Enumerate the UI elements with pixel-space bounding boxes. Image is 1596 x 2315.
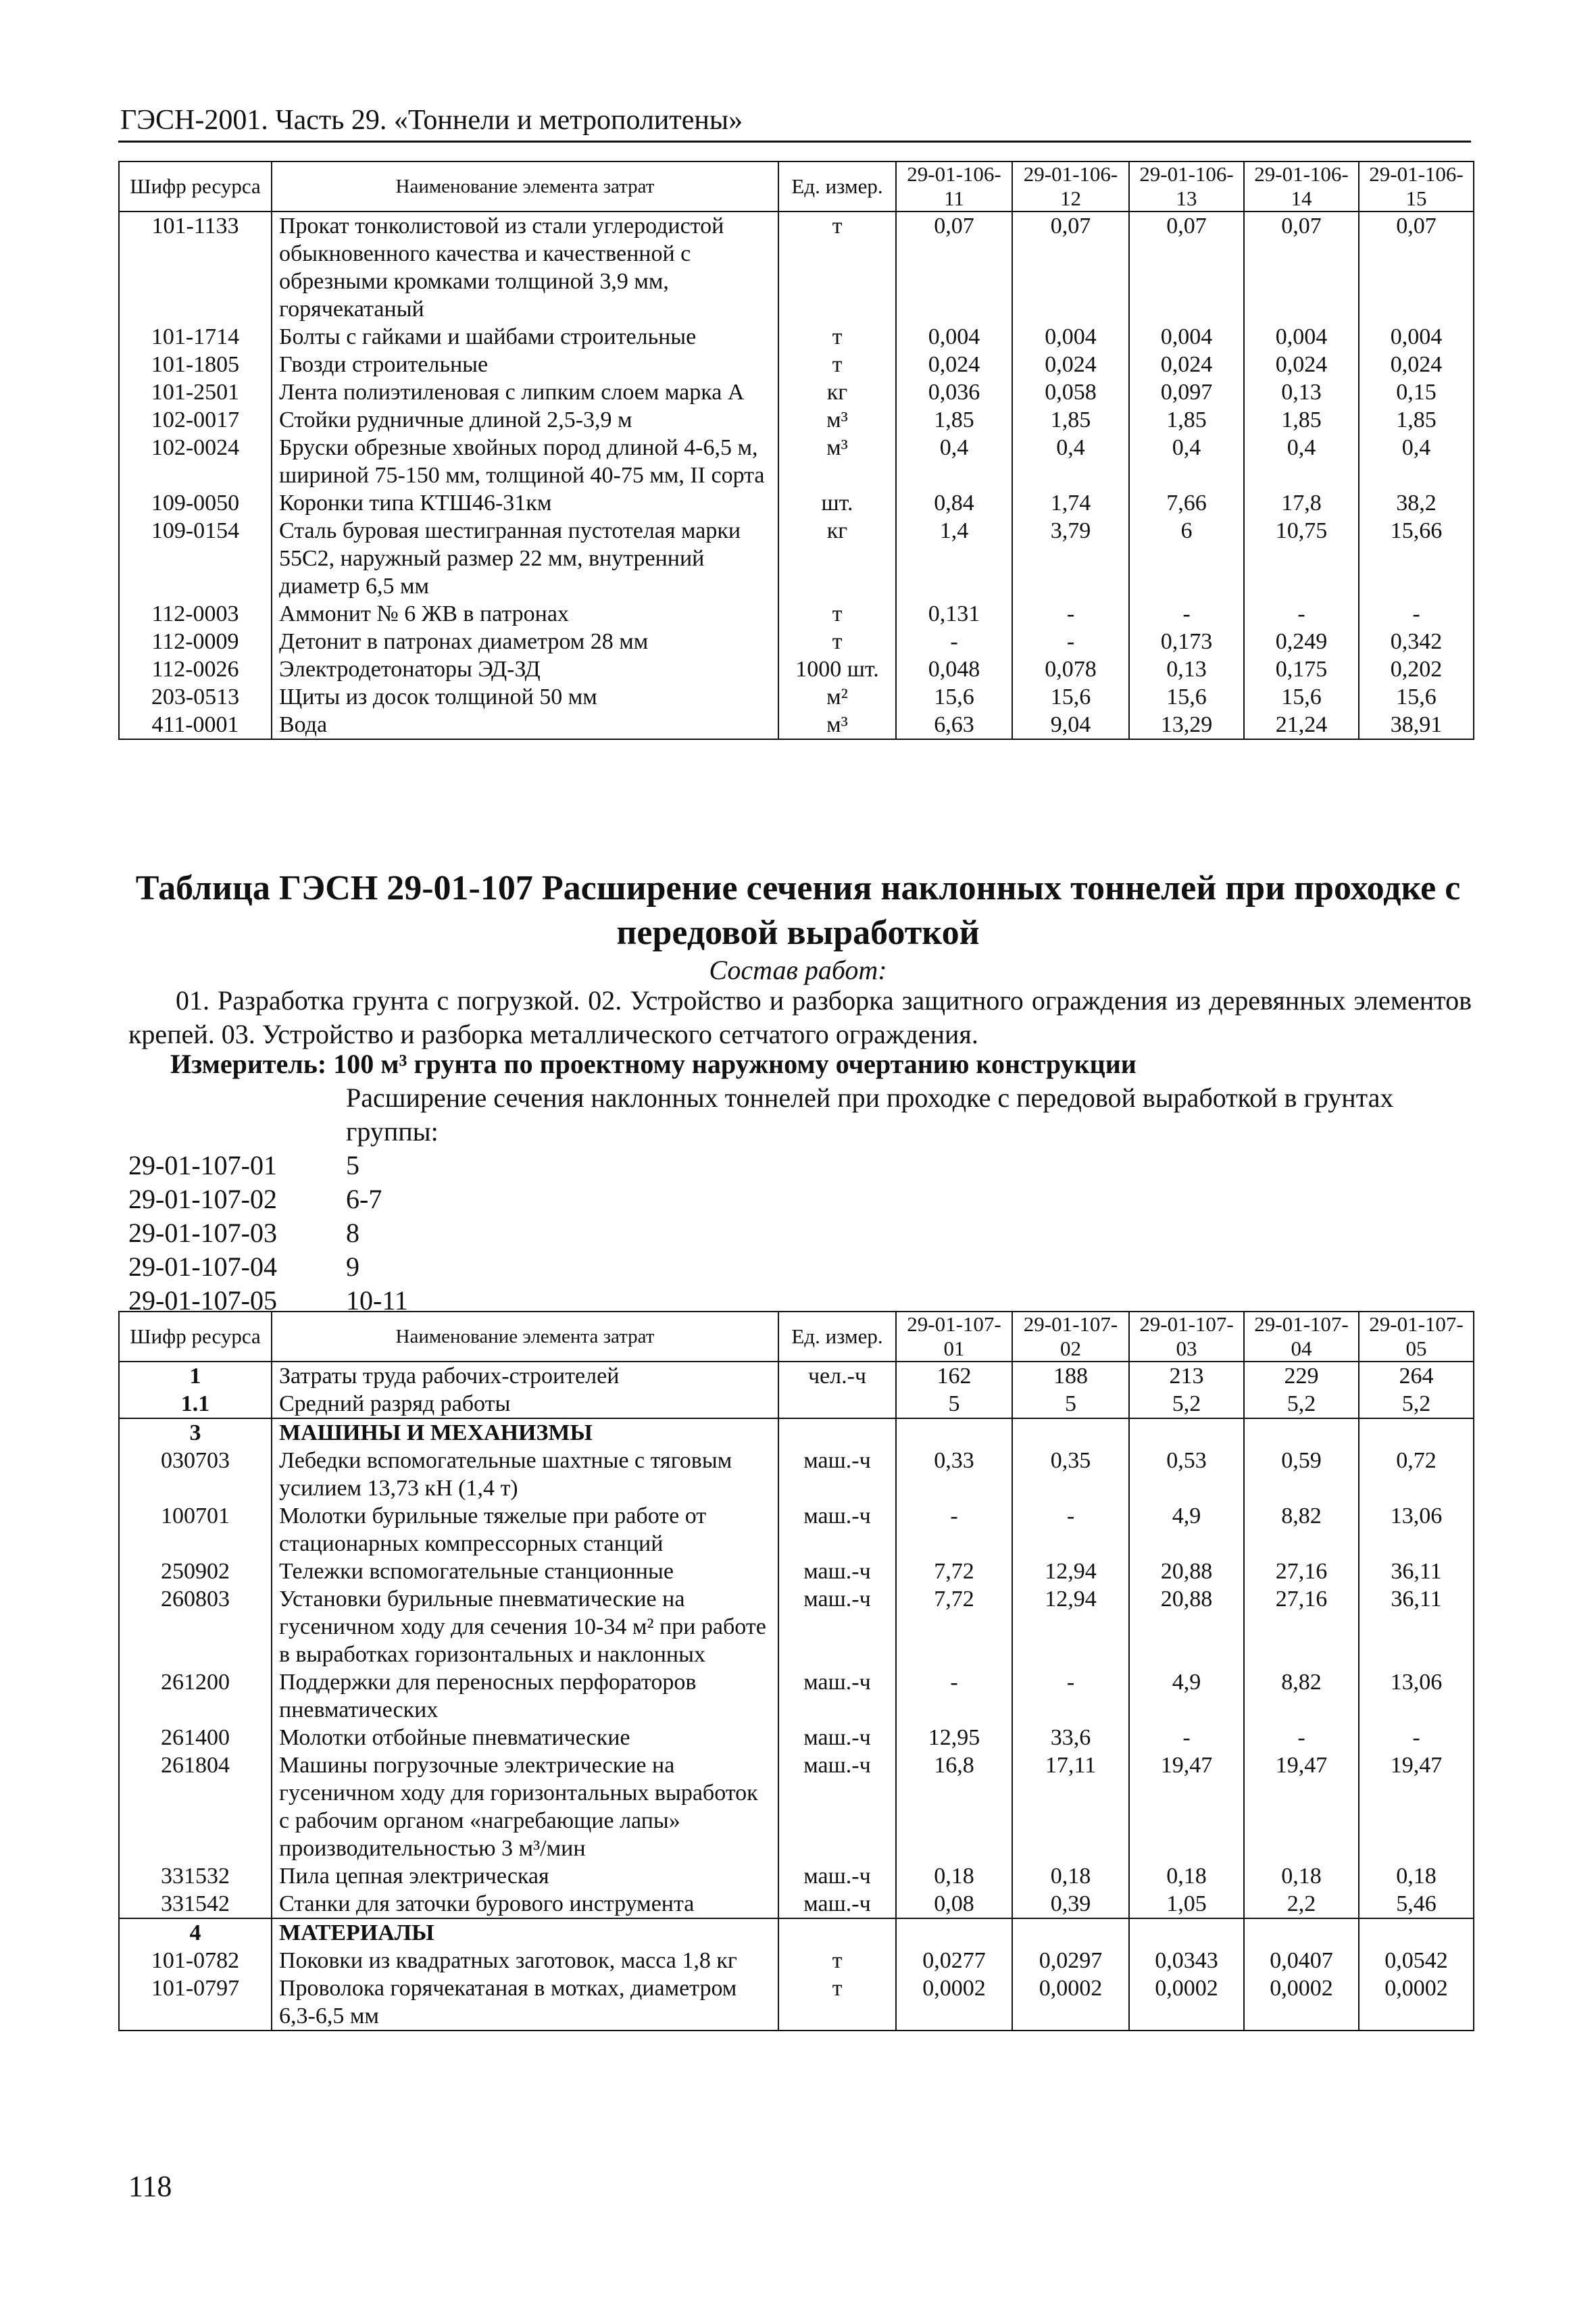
value-cell: 0,004 [1244,323,1359,351]
unit-cell: м² [778,683,896,711]
value-cell: 5,2 [1129,1390,1244,1418]
resource-code: 101-0797 [119,1974,272,2031]
value-cell: 213 [1129,1362,1244,1390]
table-title: Таблица ГЭСН 29-01-107 Расширение сечения наклонных тоннелей при проходке с передовой выработкой [135,869,1461,952]
value-cell: 19,47 [1129,1751,1244,1862]
value-cell: 13,06 [1359,1502,1474,1558]
resource-table-29-01-106 [118,161,1474,740]
table-row [119,517,1474,600]
value-cell: - [1012,600,1129,628]
value-cell: 188 [1012,1362,1129,1390]
resource-name: Коронки типа КТШ46-31км [272,489,778,517]
value-cell: 7,72 [896,1558,1012,1585]
value-cell: 0,342 [1359,628,1474,655]
value-cell: 0,0277 [896,1947,1012,1974]
resource-code: 101-1714 [119,323,272,351]
value-cell: 0,15 [1359,378,1474,406]
unit-cell: т [778,323,896,351]
table-row [119,683,1474,711]
resource-name: Молотки отбойные пневматические [272,1724,778,1751]
table-row [119,600,1474,628]
value-cell: 1,85 [896,406,1012,434]
table-header-row [119,161,1474,211]
value-cell: 8,82 [1244,1502,1359,1558]
value-cell [1359,1418,1474,1447]
value-cell: 162 [896,1362,1012,1390]
resource-code: 109-0154 [119,517,272,600]
unit-cell: маш.-ч [778,1447,896,1502]
resource-code: 101-0782 [119,1947,272,1974]
table-body [119,1362,1474,2031]
resource-code: 331542 [119,1890,272,1918]
table-row [119,1585,1474,1668]
value-cell: 0,07 [896,211,1012,323]
value-cell: 0,72 [1359,1447,1474,1502]
value-cell: 0,024 [1244,351,1359,378]
value-cell: - [1359,1724,1474,1751]
resource-code: 109-0050 [119,489,272,517]
header-rule [118,141,1471,143]
value-cell: - [1012,628,1129,655]
resource-code: 030703 [119,1447,272,1502]
resource-name: Лента полиэтиленовая с липким слоем марка А [272,378,778,406]
value-cell [896,1918,1012,1947]
resource-code: 261200 [119,1668,272,1724]
value-cell [1012,1918,1129,1947]
value-cell: 0,024 [1359,351,1474,378]
unit-cell: кг [778,378,896,406]
value-cell: - [1012,1668,1129,1724]
table-body [119,211,1474,739]
table-row [119,1418,1474,1447]
works-text [128,984,1472,1051]
value-cell: 10,75 [1244,517,1359,600]
unit-cell: маш.-ч [778,1558,896,1585]
unit-cell: т [778,628,896,655]
value-cell: 0,4 [1244,434,1359,489]
table-row [119,1974,1474,2031]
resource-name: Проволока горячекатаная в мотках, диаметром 6,3-6,5 мм [272,1974,778,2031]
value-cell: 0,004 [1129,323,1244,351]
page-number: 118 [128,2170,172,2203]
table-row [119,1918,1474,1947]
resource-name: Установки бурильные пневматические на гусеничном ходу для сечения 10-34 м² при работе в выработках горизонтальных и наклонных [272,1585,778,1668]
table-row [119,1862,1474,1890]
resource-code: 331532 [119,1862,272,1890]
resource-code: 411-0001 [119,711,272,739]
resource-name: Поковки из квадратных заготовок, масса 1,8 кг [272,1947,778,1974]
value-cell: 8,82 [1244,1668,1359,1724]
unit-cell: т [778,1974,896,2031]
resource-name: Детонит в патронах диаметром 28 мм [272,628,778,655]
value-cell: 27,16 [1244,1585,1359,1668]
value-cell: 5,46 [1359,1890,1474,1918]
header-norm-code: 29-01-106-11 [896,161,1012,211]
resource-code: 112-0026 [119,655,272,683]
value-cell: 0,35 [1012,1447,1129,1502]
variant-group: 6-7 [346,1184,382,1214]
value-cell: 1,05 [1129,1890,1244,1918]
resource-table-29-01-107 [118,1311,1474,2031]
resource-name: Электродетонаторы ЭД-ЗД [272,655,778,683]
value-cell: 15,6 [896,683,1012,711]
value-cell: - [896,1668,1012,1724]
value-cell: 1,4 [896,517,1012,600]
header-unit: Ед. измер. [778,1312,896,1362]
value-cell: 20,88 [1129,1558,1244,1585]
value-cell: 19,47 [1244,1751,1359,1862]
unit-cell: м³ [778,434,896,489]
resource-name: Средний разряд работы [272,1390,778,1418]
value-cell: 20,88 [1129,1585,1244,1668]
value-cell: 6,63 [896,711,1012,739]
value-cell: 15,6 [1012,683,1129,711]
value-cell: 3,79 [1012,517,1129,600]
resource-name: Стойки рудничные длиной 2,5-3,9 м [272,406,778,434]
value-cell: 38,91 [1359,711,1474,739]
header-unit: Ед. измер. [778,161,896,211]
table-row [119,1390,1474,1418]
variant-description: Расширение сечения наклонных тоннелей при проходке с передовой выработкой в грунтах группы: [346,1082,1394,1147]
resource-code: 102-0024 [119,434,272,489]
header-norm-code: 29-01-106-15 [1359,161,1474,211]
value-cell: 0,048 [896,655,1012,683]
value-cell: 0,024 [1012,351,1129,378]
value-cell: 0,13 [1244,378,1359,406]
resource-code: 112-0003 [119,600,272,628]
variant-group: 5 [346,1150,359,1180]
value-cell: 5 [896,1390,1012,1418]
unit-cell: 1000 шт. [778,655,896,683]
value-cell: 16,8 [896,1751,1012,1862]
unit-cell: маш.-ч [778,1751,896,1862]
unit-cell: маш.-ч [778,1502,896,1558]
table-row [119,378,1474,406]
unit-cell: маш.-ч [778,1890,896,1918]
value-cell: 0,59 [1244,1447,1359,1502]
value-cell: 12,94 [1012,1558,1129,1585]
value-cell: 229 [1244,1362,1359,1390]
value-cell: 7,66 [1129,489,1244,517]
value-cell: 0,07 [1129,211,1244,323]
value-cell: 1,85 [1244,406,1359,434]
unit-cell [778,1418,896,1447]
value-cell: 5 [1012,1390,1129,1418]
header-norm-code: 29-01-107-01 [896,1312,1012,1362]
unit-cell [778,1390,896,1418]
header-norm-code: 29-01-107-04 [1244,1312,1359,1362]
value-cell: 0,18 [1012,1862,1129,1890]
value-cell: 0,131 [896,600,1012,628]
value-cell: 0,0407 [1244,1947,1359,1974]
value-cell: 0,175 [1244,655,1359,683]
variant-code: 29-01-107-05 [128,1285,277,1316]
unit-cell: маш.-ч [778,1668,896,1724]
value-cell: 0,173 [1129,628,1244,655]
variant-row [128,1216,359,1250]
unit-cell: шт. [778,489,896,517]
table-row [119,1558,1474,1585]
table-row [119,1751,1474,1862]
value-cell: 6 [1129,517,1244,600]
table-row [119,1668,1474,1724]
value-cell: 0,004 [896,323,1012,351]
unit-cell: маш.-ч [778,1724,896,1751]
value-cell [1129,1418,1244,1447]
table-row [119,434,1474,489]
value-cell: 15,6 [1359,683,1474,711]
value-cell [896,1418,1012,1447]
value-cell [1244,1918,1359,1947]
resource-name: Гвозди строительные [272,351,778,378]
value-cell: - [1129,600,1244,628]
resource-name: Прокат тонколистовой из стали углеродистой обыкновенного качества и качественной с обрезными кромками толщиной 3,9 мм, горячекатаный [272,211,778,323]
value-cell: 1,85 [1129,406,1244,434]
unit-cell: т [778,1947,896,1974]
value-cell: 0,0343 [1129,1947,1244,1974]
value-cell: 0,078 [1012,655,1129,683]
value-cell: 0,0542 [1359,1947,1474,1974]
value-cell: 0,18 [896,1862,1012,1890]
value-cell: 36,11 [1359,1585,1474,1668]
value-cell: 0,004 [1359,323,1474,351]
resource-code: 112-0009 [119,628,272,655]
unit-cell: т [778,600,896,628]
resource-code: 3 [119,1418,272,1447]
resource-code: 4 [119,1918,272,1947]
value-cell: 0,84 [896,489,1012,517]
header-norm-code: 29-01-107-05 [1359,1312,1474,1362]
resource-name: Бруски обрезные хвойных пород длиной 4-6,5 м, шириной 75-150 мм, толщиной 40-75 мм, II сорта [272,434,778,489]
resource-code: 250902 [119,1558,272,1585]
value-cell: 0,0002 [896,1974,1012,2031]
running-header: ГЭСН-2001. Часть 29. «Тоннели и метрополитены» [120,105,743,136]
value-cell: 0,13 [1129,655,1244,683]
unit-cell: м³ [778,406,896,434]
resource-name: Щиты из досок толщиной 50 мм [272,683,778,711]
variant-group: 10-11 [346,1285,408,1316]
resource-code: 1 [119,1362,272,1390]
variant-code: 29-01-107-03 [128,1218,277,1248]
value-cell: 5,2 [1359,1390,1474,1418]
value-cell: 0,036 [896,378,1012,406]
value-cell [1012,1418,1129,1447]
variant-code: 29-01-107-02 [128,1184,277,1214]
unit-cell: маш.-ч [778,1585,896,1668]
unit-cell: т [778,211,896,323]
value-cell: 5,2 [1244,1390,1359,1418]
value-cell: - [1012,1502,1129,1558]
header-code: Шифр ресурса [119,1312,272,1362]
table-row [119,1947,1474,1974]
resource-name: Затраты труда рабочих-строителей [272,1362,778,1390]
resource-code: 261400 [119,1724,272,1751]
value-cell: 4,9 [1129,1502,1244,1558]
table-row [119,1362,1474,1390]
value-cell: 0,004 [1012,323,1129,351]
value-cell: 0,202 [1359,655,1474,683]
resource-code: 102-0017 [119,406,272,434]
resource-name: Болты с гайками и шайбами строительные [272,323,778,351]
value-cell: 0,33 [896,1447,1012,1502]
resource-name: МАТЕРИАЛЫ [272,1918,778,1947]
header-norm-code: 29-01-107-03 [1129,1312,1244,1362]
unit-cell: маш.-ч [778,1862,896,1890]
value-cell: 1,74 [1012,489,1129,517]
table-row [119,628,1474,655]
resource-code: 101-2501 [119,378,272,406]
variant-code: 29-01-107-04 [128,1251,277,1282]
table-row [119,1447,1474,1502]
variant-row [128,1183,382,1216]
value-cell: 19,47 [1359,1751,1474,1862]
variant-group: 8 [346,1218,359,1248]
value-cell: 0,07 [1244,211,1359,323]
measure-unit: Измеритель: 100 м³ грунта по проектному наружному очертанию конструкции [170,1049,1137,1079]
header-name: Наименование элемента затрат [272,161,778,211]
table-row [119,655,1474,683]
resource-name: Сталь буровая шестигранная пустотелая марки 55С2, наружный размер 22 мм, внутренний диаметр 6,5 мм [272,517,778,600]
value-cell: 0,18 [1359,1862,1474,1890]
resource-name: МАШИНЫ И МЕХАНИЗМЫ [272,1418,778,1447]
variant-code: 29-01-107-01 [128,1150,277,1180]
header-norm-code: 29-01-106-12 [1012,161,1129,211]
value-cell: 12,95 [896,1724,1012,1751]
value-cell: 13,29 [1129,711,1244,739]
table-row [119,1724,1474,1751]
resource-code: 101-1805 [119,351,272,378]
value-cell: 264 [1359,1362,1474,1390]
value-cell: 0,4 [1129,434,1244,489]
header-norm-code: 29-01-106-14 [1244,161,1359,211]
resource-name: Лебедки вспомогательные шахтные с тяговым усилием 13,73 кН (1,4 т) [272,1447,778,1502]
value-cell: 0,53 [1129,1447,1244,1502]
unit-cell: чел.-ч [778,1362,896,1390]
value-cell: 0,18 [1129,1862,1244,1890]
unit-cell: т [778,351,896,378]
resource-code: 261804 [119,1751,272,1862]
value-cell: 36,11 [1359,1558,1474,1585]
resource-name: Вода [272,711,778,739]
value-cell: 0,0002 [1012,1974,1129,2031]
value-cell: 0,024 [896,351,1012,378]
table-row [119,1890,1474,1918]
value-cell: 0,0002 [1244,1974,1359,2031]
resource-code: 101-1133 [119,211,272,323]
value-cell: 0,39 [1012,1890,1129,1918]
value-cell: 15,66 [1359,517,1474,600]
resource-name: Станки для заточки бурового инструмента [272,1890,778,1918]
variant-row [128,1149,359,1183]
value-cell: - [1244,1724,1359,1751]
works-caption: Состав работ: [709,955,887,985]
table-row [119,351,1474,378]
value-cell: - [896,1502,1012,1558]
value-cell: 13,06 [1359,1668,1474,1724]
value-cell: 0,07 [1012,211,1129,323]
table-row [119,211,1474,323]
value-cell: - [1359,600,1474,628]
table-row [119,1502,1474,1558]
value-cell [1359,1918,1474,1947]
resource-name: Пила цепная электрическая [272,1862,778,1890]
value-cell: - [1244,600,1359,628]
value-cell: 33,6 [1012,1724,1129,1751]
header-name: Наименование элемента затрат [272,1312,778,1362]
value-cell: 2,2 [1244,1890,1359,1918]
variant-row [128,1250,359,1284]
resource-name: Поддержки для переносных перфораторов пневматических [272,1668,778,1724]
value-cell [1129,1918,1244,1947]
table-row [119,323,1474,351]
value-cell: 1,85 [1359,406,1474,434]
value-cell: 15,6 [1129,683,1244,711]
resource-code: 1.1 [119,1390,272,1418]
resource-name: Молотки бурильные тяжелые при работе от стационарных компрессорных станций [272,1502,778,1558]
header-norm-code: 29-01-107-02 [1012,1312,1129,1362]
table-row [119,406,1474,434]
value-cell: 17,8 [1244,489,1359,517]
resource-name: Аммонит № 6 ЖВ в патронах [272,600,778,628]
table-header-row [119,1312,1474,1362]
value-cell: 17,11 [1012,1751,1129,1862]
value-cell: 21,24 [1244,711,1359,739]
value-cell: 15,6 [1244,683,1359,711]
value-cell: 7,72 [896,1585,1012,1668]
table-row [119,489,1474,517]
value-cell: 12,94 [1012,1585,1129,1668]
table-row [119,711,1474,739]
value-cell: 27,16 [1244,1558,1359,1585]
value-cell: 0,097 [1129,378,1244,406]
header-code: Шифр ресурса [119,161,272,211]
works-text-content: 01. Разработка грунта с погрузкой. 02. Устройство и разборка защитного ограждения из деревянных элементов крепей. 03. Устройство и разборка металлического сетчатого ограждения. [128,985,1472,1049]
value-cell: 9,04 [1012,711,1129,739]
variant-group: 9 [346,1251,359,1282]
value-cell: 0,4 [1012,434,1129,489]
value-cell: 0,08 [896,1890,1012,1918]
unit-cell: кг [778,517,896,600]
value-cell: 0,024 [1129,351,1244,378]
value-cell: 1,85 [1012,406,1129,434]
value-cell: 0,0002 [1359,1974,1474,2031]
resource-name: Машины погрузочные электрические на гусеничном ходу для горизонтальных выработок с рабочим органом «нагребающие лапы» производительностью 3 м³/мин [272,1751,778,1862]
value-cell: 0,0297 [1012,1947,1129,1974]
value-cell: 0,4 [896,434,1012,489]
value-cell: 38,2 [1359,489,1474,517]
value-cell: 0,07 [1359,211,1474,323]
value-cell: - [896,628,1012,655]
value-cell: 0,058 [1012,378,1129,406]
value-cell: - [1129,1724,1244,1751]
value-cell: 0,249 [1244,628,1359,655]
resource-code: 100701 [119,1502,272,1558]
header-norm-code: 29-01-106-13 [1129,161,1244,211]
unit-cell [778,1918,896,1947]
value-cell: 0,18 [1244,1862,1359,1890]
value-cell: 0,0002 [1129,1974,1244,2031]
resource-code: 203-0513 [119,683,272,711]
resource-name: Тележки вспомогательные станционные [272,1558,778,1585]
value-cell: 4,9 [1129,1668,1244,1724]
resource-code: 260803 [119,1585,272,1668]
unit-cell: м³ [778,711,896,739]
value-cell: 0,4 [1359,434,1474,489]
value-cell [1244,1418,1359,1447]
